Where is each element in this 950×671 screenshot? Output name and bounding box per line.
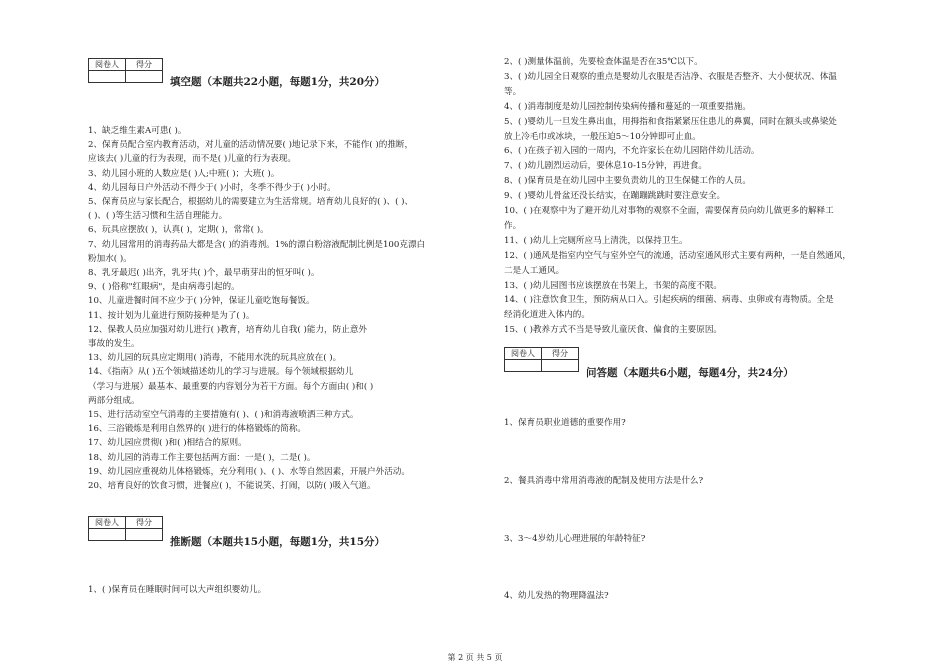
section-title-qa: 问答题（本题共6小题，每题4分，共24分） — [586, 367, 794, 379]
question-line: 9、( )俗称"红眼病"，是由病毒引起的。 — [88, 282, 240, 293]
question-line: 19、幼儿园应重视幼儿体格锻炼，充分利用( )、( )、水等自然因素，开展户外活动。 — [88, 466, 410, 477]
question-line: 16、三浴锻炼是利用自然界的( )进行的体格锻炼的简称。 — [88, 424, 307, 435]
question-line: 8、乳牙最迟( )出齐，乳牙共( )个，最早萌芽出的恒牙叫( )。 — [88, 268, 320, 278]
question-line: 5、( )婴幼儿一旦发生鼻出血，用拇指和食指紧紧压住患儿的鼻翼，同时在额头或鼻梁处 — [504, 116, 837, 127]
question-line: 作。 — [504, 220, 522, 231]
question-line: 粉加水( )。 — [88, 253, 132, 264]
question-line: 11、( )幼儿上完厕所应马上清洗，以保持卫生。 — [504, 235, 688, 246]
question-line: 两部分组成。 — [88, 395, 140, 406]
question-line: 10、儿童进餐时间不应少于( )分钟，保证儿童吃饱每餐饭。 — [88, 296, 315, 307]
question-line: 14、《指南》从( )五个领域描述幼儿的学习与进展。每个领域根据幼儿 — [88, 367, 354, 378]
question-line: 13、幼儿园的玩具应定期用( )消毒，不能用水洗的玩具应放在( )。 — [88, 353, 342, 364]
question-line: 10、( )在观察中为了避开幼儿对事物的观察不全面，需要保育员向幼儿做更多的解释工 — [504, 206, 834, 216]
question-line: 二是人工通风。 — [504, 265, 565, 276]
score-box-judge — [88, 516, 163, 541]
question-line: 2、保育员配合室内教育活动，对儿童的活动情况要( )地记录下来，不能作( )的推断， — [88, 140, 414, 151]
question-line: 2、( )测量体温前，先要检查体温是否在35℃以下。 — [504, 57, 703, 67]
section-title-judge: 推断题（本题共15小题，每题1分，共15分） — [170, 536, 386, 548]
score-label: 得分 — [126, 517, 163, 529]
score-cell[interactable] — [126, 529, 163, 541]
question-line: 经消化道进入体内的。 — [504, 310, 590, 321]
question-line: 14、( )注意饮食卫生，预防病从口入。引起疾病的细菌、病毒、虫卵或有毒物质。全是 — [504, 295, 834, 306]
reviewer-label: 阅卷人 — [505, 348, 542, 360]
question-line: 7、幼儿园常用的消毒药品大都是含( )的消毒剂。1%的漂白粉溶液配制比例是100克漂白 — [88, 239, 426, 250]
question-line: 13、( )幼儿园图书应该摆放在书架上，书架的高度不限。 — [504, 280, 723, 291]
score-label: 得分 — [126, 59, 163, 71]
question-line: ( )、( )等生活习惯和生活自理能力。 — [88, 211, 228, 222]
question-line: 9、( )婴幼儿骨盆还没长结实，在蹦蹦跳跳时要注意安全。 — [504, 191, 726, 202]
question-line: 等。 — [504, 86, 522, 97]
question-line: 11、按计划为儿童进行预防接种是为了( )。 — [88, 310, 255, 321]
section-title-fill: 填空题（本题共22小题，每题1分，共20分） — [170, 76, 386, 88]
question-line: 17、幼儿园应贯彻( )和( )相结合的原则。 — [88, 438, 247, 449]
question-line: 6、玩具应摆放( )，认真( )，定期( )，常常( )。 — [88, 225, 269, 236]
reviewer-cell[interactable] — [89, 71, 126, 83]
question-line: 15、进行活动室空气消毒的主要措施有( )、( )和消毒液喷洒三种方式。 — [88, 410, 359, 420]
question-line: 1、保育员职业道德的重要作用? — [504, 418, 626, 428]
question-line: 4、幼儿园每日户外活动不得少于( )小时，冬季不得少于( )小时。 — [88, 182, 336, 193]
score-cell[interactable] — [542, 360, 579, 372]
question-line: 4、( )消毒制度是幼儿园控制传染病传播和蔓延的一项重要措施。 — [504, 101, 751, 112]
question-line: 15、( )教养方式不当是导致儿童厌食、偏食的主要原因。 — [504, 325, 723, 336]
page-footer: 第 2 页 共 5 页 — [447, 653, 503, 662]
score-cell[interactable] — [126, 71, 163, 83]
question-line: 3、( )幼儿园全日观察的重点是婴幼儿衣服是否洁净、衣服是否整齐、大小便状况、体温 — [504, 71, 837, 82]
question-line: 3、幼儿园小班的人数应是( )人;中班( )；大班( )。 — [88, 168, 280, 179]
question-line: 12、( )通风是指室内空气与室外空气的流通，活动室通风形式主要有两种，一是自然通风， — [504, 250, 851, 261]
question-line: 6、( )在孩子初入园的一周内，不允许家长在幼儿园陪伴幼儿活动。 — [504, 146, 760, 157]
reviewer-cell[interactable] — [89, 529, 126, 541]
reviewer-label: 阅卷人 — [89, 517, 126, 529]
question-line: 18、幼儿园的消毒工作主要包括两方面：一是( )，二是( )。 — [88, 452, 316, 463]
question-line: 20、培育良好的饮食习惯，进餐应( )，不能说笑、打闹，以防( )吸入气道。 — [88, 481, 376, 491]
question-line: 3、3～4岁幼儿心理进展的年龄特征? — [504, 534, 646, 544]
question-line: 2、餐具消毒中常用消毒液的配制及使用方法是什么? — [504, 476, 704, 486]
question-line: 放上冷毛巾或冰块，一般压迫5～10分钟即可止血。 — [504, 131, 701, 142]
question-line: （学习与进展）最基本、最重要的内容划分为若干方面。每个方面由( )和( ) — [88, 381, 374, 392]
question-line: 事故的发生。 — [88, 339, 140, 349]
score-box-qa — [504, 347, 579, 372]
question-line: 8、( )保育员是在幼儿园中主要负责幼儿的卫生保健工作的人员。 — [504, 176, 751, 187]
question-line: 5、保育员应与家长配合，根据幼儿的需要建立为生活常规。培育幼儿良好的( )、( )、 — [88, 197, 414, 207]
question-line: 1、缺乏维生素A可患( )。 — [88, 126, 187, 136]
reviewer-label: 阅卷人 — [89, 59, 126, 71]
reviewer-cell[interactable] — [505, 360, 542, 372]
question-line: 7、( )幼儿剧烈运动后，要休息10-15分钟，再进食。 — [504, 161, 707, 172]
score-box-fill — [88, 58, 163, 83]
question-line: 应该去( )儿童的行为表现，而不是( )儿童的行为表现。 — [88, 154, 296, 165]
question-line: 12、保教人员应加强对幼儿进行( )教育，培育幼儿自我( )能力，防止意外 — [88, 324, 368, 335]
score-label: 得分 — [542, 348, 579, 360]
question-line: 1、( )保育员在睡眠时间可以大声组织婴幼儿。 — [88, 585, 267, 595]
question-line: 4、幼儿发热的物理降温法? — [504, 591, 609, 601]
